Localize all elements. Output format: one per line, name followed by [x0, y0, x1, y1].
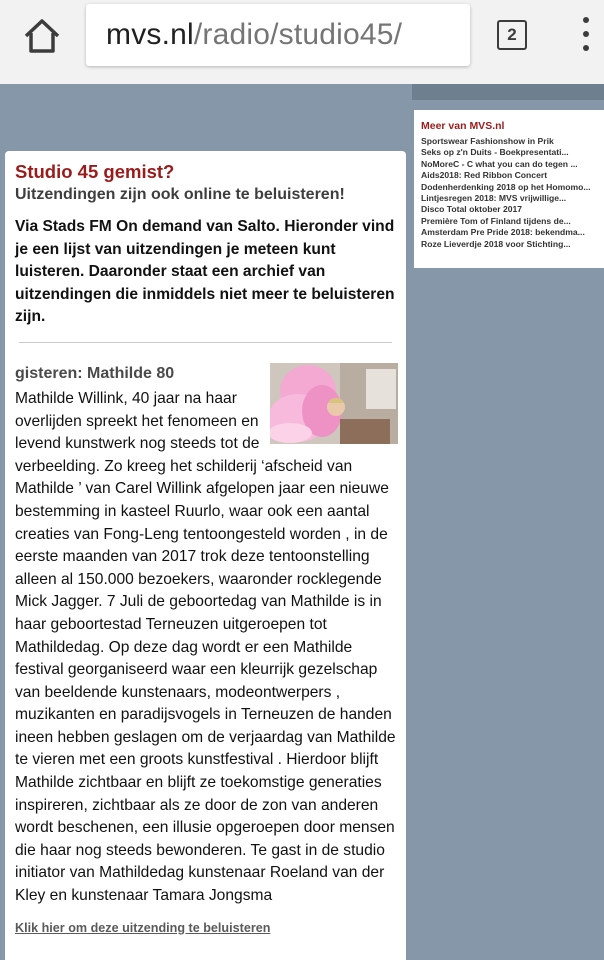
url-path: /radio/studio45/: [193, 18, 403, 51]
sidebar-link[interactable]: Sportswear Fashionshow in Prik: [421, 136, 554, 146]
url-host: mvs.nl: [106, 18, 194, 51]
page-subtitle: Uitzendingen zijn ook online te beluisteren!: [15, 186, 345, 203]
sidebar-link[interactable]: Lintjesregen 2018: MVS vrijwillige...: [421, 193, 567, 204]
browser-toolbar: [0, 0, 604, 84]
page-title: Studio 45 gemist?: [15, 161, 175, 182]
sidebar-link[interactable]: Roze Lieverdje 2018 voor Stichting...: [421, 238, 571, 249]
url-text: [106, 18, 402, 52]
sidebar-link[interactable]: Disco Total oktober 2017: [421, 204, 523, 215]
header-strip: [412, 84, 604, 100]
sidebar-link[interactable]: Première Tom of Finland tijdens de...: [421, 215, 571, 226]
listen-link[interactable]: Klik hier om deze uitzending te beluisteren: [15, 920, 271, 935]
sidebar-link[interactable]: NoMoreC - C what you can do tegen ...: [421, 158, 578, 169]
tab-switcher-button[interactable]: [497, 20, 527, 50]
studio45-article: [5, 151, 406, 960]
home-icon[interactable]: [22, 16, 62, 56]
episode-photo[interactable]: [270, 363, 398, 444]
sidebar-link[interactable]: Dodenherdenking 2018 op het Homomo...: [421, 181, 591, 192]
tab-count: 2: [507, 25, 517, 44]
overflow-menu-icon[interactable]: [576, 14, 596, 54]
sidebar-link[interactable]: Seks op z'n Duits - Boekpresentati...: [421, 147, 569, 158]
episode-description: Mathilde Willink, 40 jaar na haar overlijden spreekt het fenomeen en levend kunstwerk nog steeds tot de verbeelding. Zo kreeg het schilderij ‘afscheid van Mathilde ’ van Carel Willink afgelopen jaar een nieuwe bestemming in kasteel Ruurlo, waar ook een aantal creaties van Fong-Leng tentoongesteld worden , in de eerste maanden van 2017 trok deze tentoonstelling alleen al 150.000 bezoekers, waaronder rocklegende Mick Jagger. 7 Juli de geboortedag van Mathilde is in haar geboortestad Terneuzen uitgeroepen tot Mathildedag. Op deze dag wordt er een Mathilde festival georganiseerd waar een kleurrijk gezelschap van beeldende kunstenaars, modeontwerpers , muzikanten en paradijsvogels in Terneuzen de handen ineen hebben geslagen om de verjaardag van Mathilde te vieren met een groots kunstfestival . Hierdoor blijft Mathilde zichtbaar en blijft ze toekomstige generaties inspireren, zichtbaar als ze door de zon van anderen wordt beschenen, een illusie opgeroepen door mensen die haar nog steeds bewonderen. Te gast in de studio initiator van Mathildedag kunstenaar Roeland van der Kley en kunstenaar Tamara Jongsma: [15, 389, 396, 905]
sidebar-link[interactable]: Aids2018: Red Ribbon Concert: [421, 170, 548, 181]
address-bar[interactable]: [86, 4, 470, 66]
sidebar-link[interactable]: Amsterdam Pre Pride 2018: bekendma...: [421, 227, 585, 238]
intro-text: Via Stads FM On demand van Salto. Hieronder vind je een lijst van uitzendingen je meteen kunt luisteren. Daaronder staat een archief van uitzendingen die inmiddels niet meer te beluisteren zijn.: [15, 218, 395, 326]
episode-title: gisteren: Mathilde 80: [15, 364, 175, 382]
more-from-mvs-panel: [414, 110, 604, 268]
sidebar-title: Meer van MVS.nl: [421, 120, 505, 132]
divider: [19, 342, 392, 343]
